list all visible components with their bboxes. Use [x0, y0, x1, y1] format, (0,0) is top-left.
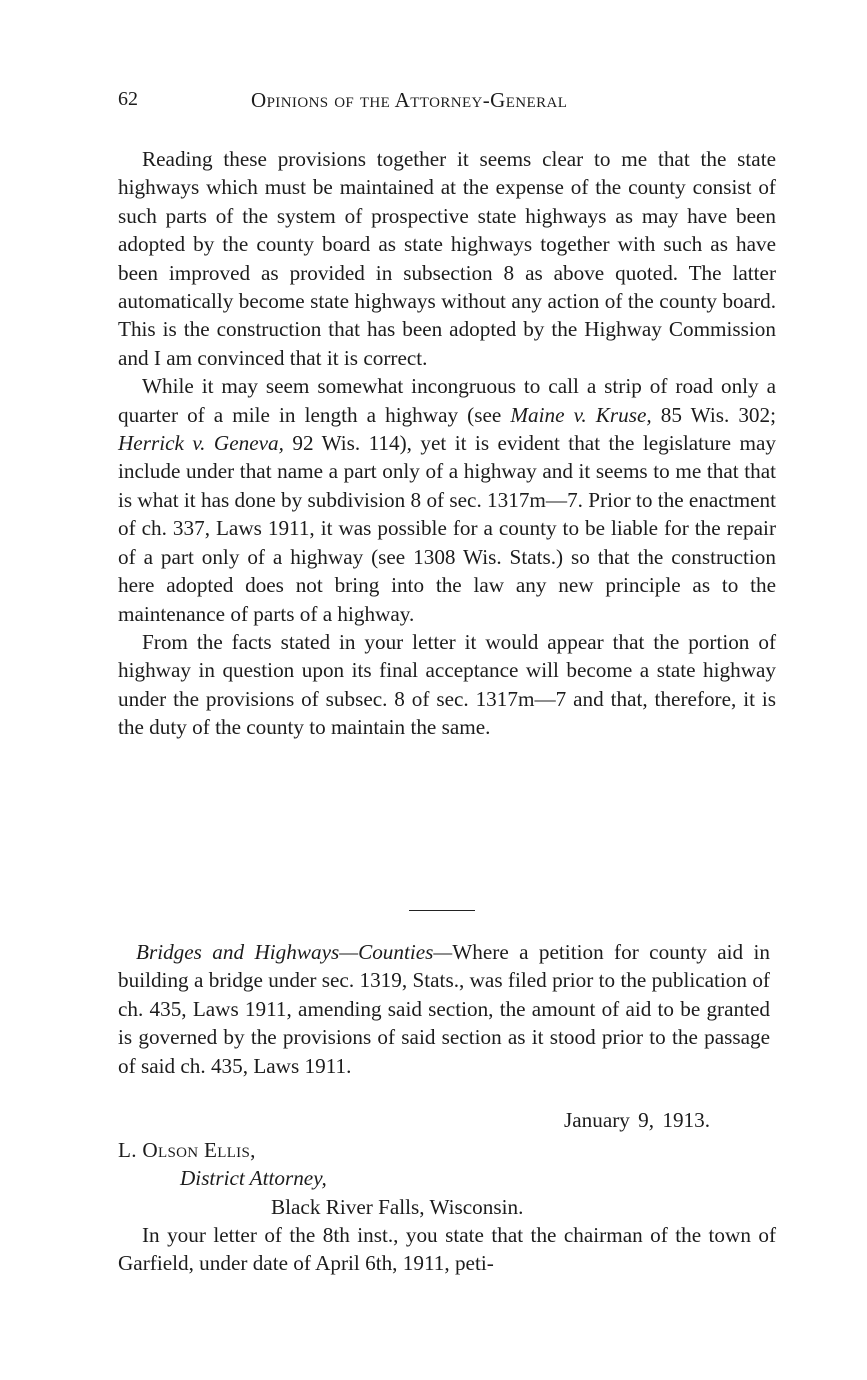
- addressee-name: L. Olson Ellis,: [118, 1138, 256, 1162]
- letter-date: January 9, 1913.: [564, 1108, 711, 1132]
- paragraph-3: From the facts stated in your letter it would appear that the portion of highway in question upon its final acceptance will become a state highway under the provisions of subsec. 8 of sec. 1317m—7 and that, therefore, it is the duty of the county to maintain the same.: [118, 629, 776, 740]
- case-citation-maine-v-kruse: Maine v. Kruse,: [510, 402, 652, 427]
- paragraph-2-text-a: While it may seem somewhat incongruous to call a strip of road only a quarter of a mile in length a highway (see: [118, 374, 776, 427]
- page-number: 62: [118, 88, 138, 110]
- headnote: [118, 938, 770, 1080]
- headnote-text: Where a petition for county aid in building a bridge under sec. 1319, Stats., was filed prior to the publication of ch. 435, Laws 1911, amending said section, the amount of aid to be granted is governed by the provisions of said section as it stood prior to the passage of said ch. 435, Laws 1911.: [118, 940, 770, 1078]
- paragraph-2-text-b: 85 Wis. 302;: [651, 402, 776, 427]
- headnote-topic: Bridges and Highways—Counties—: [136, 940, 453, 964]
- page-header: [118, 88, 778, 118]
- letter-opening-paragraph: In your letter of the 8th inst., you state that the chairman of the town of Garfield, under date of April 6th, 1911, peti-: [118, 1223, 776, 1276]
- case-citation-herrick-v-geneva: Herrick v. Geneva,: [118, 431, 284, 456]
- paragraph-2: [118, 372, 776, 628]
- addressee-place: Black River Falls, Wisconsin.: [271, 1194, 524, 1219]
- section-divider: [409, 910, 475, 911]
- headnote-paragraph: [118, 938, 770, 1080]
- letter-body: [118, 1221, 776, 1278]
- running-head: Opinions of the Attorney-General: [251, 88, 568, 112]
- paragraph-1: Reading these provisions together it seems clear to me that the state highways which must be maintained at the expense of the county consist of such parts of the system of prospective state highways as may have been adopted by the county board as state highways together with such as have been improved as provided in subsection 8 as above quoted. The latter automatically become state highways without any action of the county board. This is the construction that has been adopted by the Highway Commission and I am convinced that it is correct.: [118, 147, 776, 370]
- addressee-block: [118, 1136, 523, 1221]
- addressee-title: District Attorney,: [180, 1166, 327, 1191]
- paragraph-2-text-c: 92 Wis. 114), yet it is evident that the legislature may include under that name a part only of a highway and it seems to me that that is what it has done by subdivision 8 of sec. 1317m—7. Prior to the enactment of ch. 337, Laws 1911, it was possible for a county to be liable for the repair of a part only of a highway (see 1308 Wis. Stats.) so that the construction here adopted does not bring into the law any new principle as to the maintenance of parts of a highway.: [118, 431, 777, 626]
- opinion-body: [118, 145, 776, 742]
